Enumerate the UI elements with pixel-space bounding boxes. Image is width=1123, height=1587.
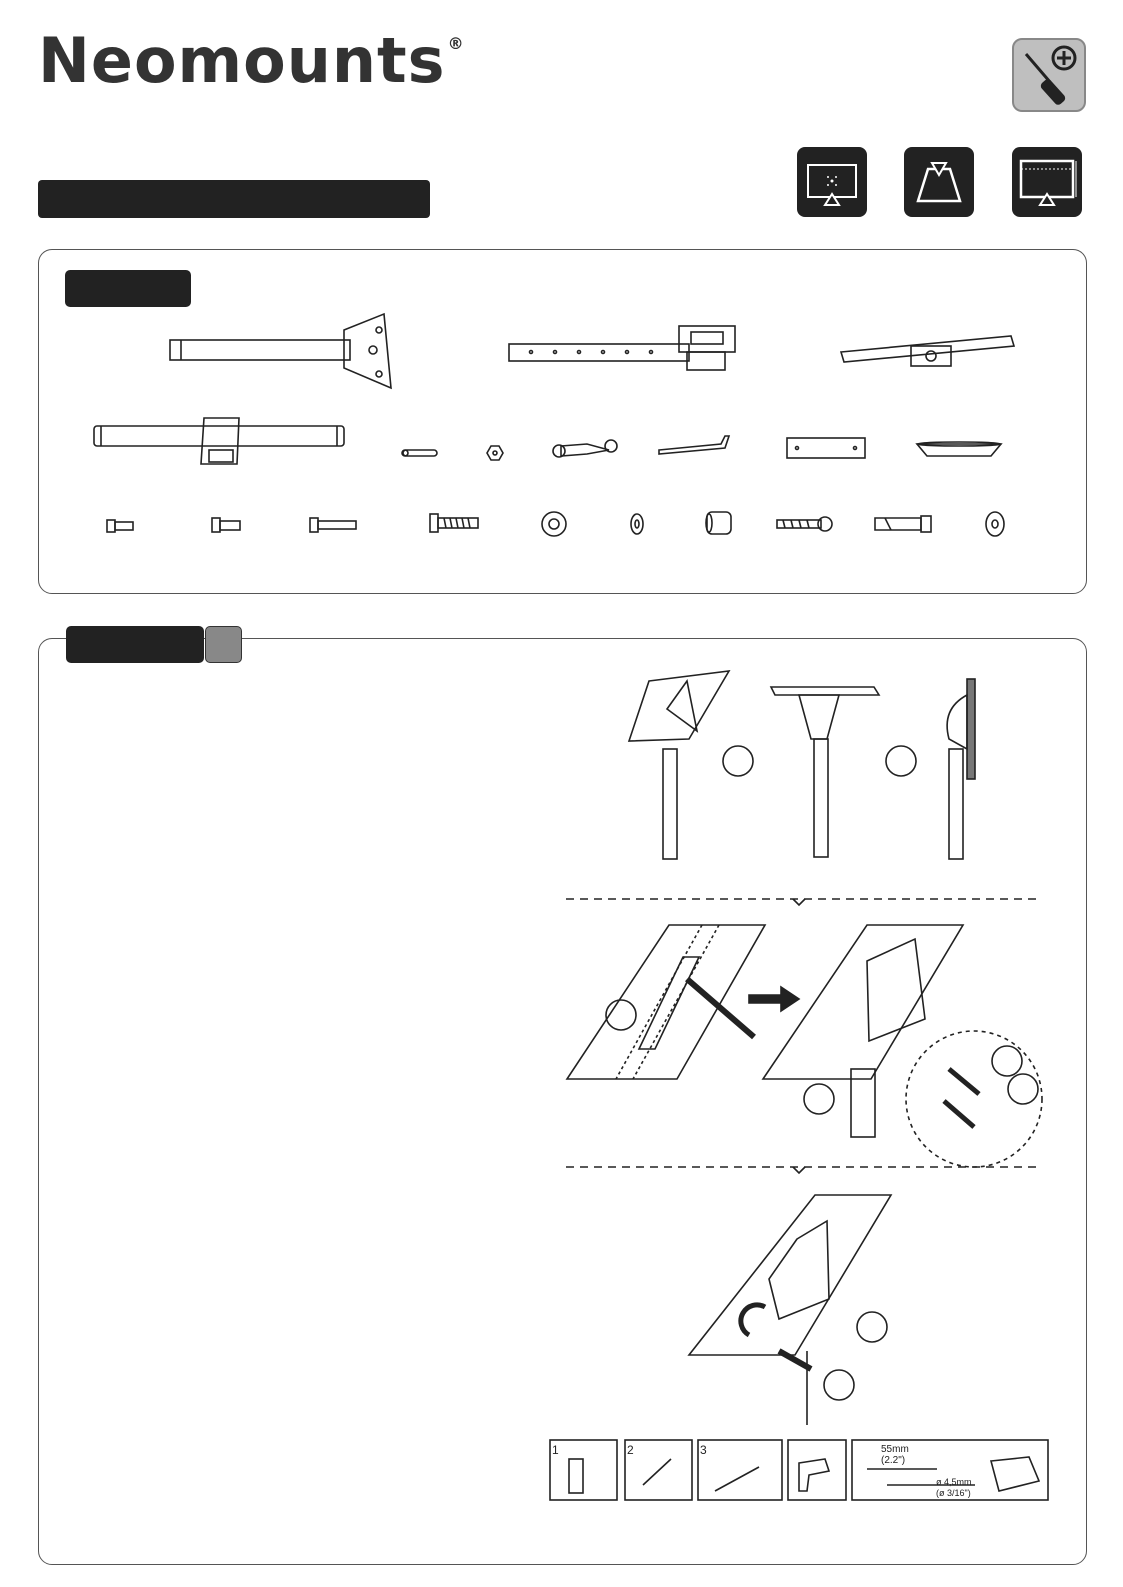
part-washer-flat bbox=[986, 512, 1004, 536]
part-screw-m6-long bbox=[310, 518, 356, 532]
drill-diameter-mm: ø 4,5mm bbox=[936, 1477, 972, 1487]
step-mark-holes bbox=[567, 925, 765, 1079]
drill-depth-mm: 55mm bbox=[881, 1444, 909, 1455]
drill-step-3: 3 bbox=[700, 1443, 707, 1457]
part-screw-m8 bbox=[430, 514, 478, 532]
orientation-angled bbox=[629, 671, 729, 859]
part-wrench bbox=[553, 440, 617, 457]
step-tighten bbox=[689, 1195, 891, 1425]
part-plate bbox=[787, 438, 865, 458]
registered-mark: ® bbox=[447, 34, 465, 53]
detail-zoom bbox=[906, 1031, 1042, 1167]
part-washer-large bbox=[542, 512, 566, 536]
drill-step-1: 1 bbox=[552, 1443, 559, 1457]
title-bar bbox=[38, 180, 430, 218]
drill-depth-in: (2.2") bbox=[881, 1455, 906, 1466]
brand-name: Neomounts bbox=[38, 24, 446, 97]
part-nut bbox=[487, 446, 503, 460]
drill-diameter-in: (ø 3/16") bbox=[936, 1488, 971, 1498]
part-anchor bbox=[875, 516, 931, 532]
option-marker-2 bbox=[886, 746, 916, 776]
divider-arrow-1 bbox=[793, 899, 805, 905]
part-lag-bolt bbox=[777, 517, 832, 531]
part-spacer bbox=[706, 512, 731, 534]
divider-arrow-2 bbox=[793, 1167, 805, 1173]
part-cover bbox=[917, 442, 1001, 456]
drill-steps-strip bbox=[550, 1440, 1048, 1500]
screen-size-icon bbox=[1012, 147, 1082, 217]
center-screen-icon bbox=[797, 147, 867, 217]
part-crossbar bbox=[94, 418, 344, 464]
part-washer-small bbox=[631, 514, 643, 534]
tilt-screen-icon bbox=[904, 147, 974, 217]
brand-logo bbox=[38, 24, 465, 97]
part-screw-m5 bbox=[212, 518, 240, 532]
orientation-wall bbox=[947, 679, 975, 859]
install-illustration bbox=[39, 639, 1086, 1564]
screwdriver-phillips-icon bbox=[1012, 38, 1086, 112]
part-pin bbox=[402, 450, 437, 456]
install-panel bbox=[38, 638, 1087, 1565]
part-hex-key bbox=[659, 436, 729, 454]
arrow-next-icon bbox=[749, 987, 799, 1011]
parts-panel bbox=[38, 249, 1087, 594]
part-rail-clamp bbox=[841, 336, 1014, 366]
drill-step-2: 2 bbox=[627, 1443, 634, 1457]
orientation-ceiling bbox=[771, 687, 879, 857]
part-arm-tilt bbox=[170, 314, 391, 388]
part-screw-m4-short bbox=[107, 520, 133, 532]
parts-illustration bbox=[39, 250, 1086, 593]
step-screw-bracket bbox=[763, 925, 963, 1137]
part-arm-plate bbox=[509, 326, 735, 370]
option-marker-1 bbox=[723, 746, 753, 776]
